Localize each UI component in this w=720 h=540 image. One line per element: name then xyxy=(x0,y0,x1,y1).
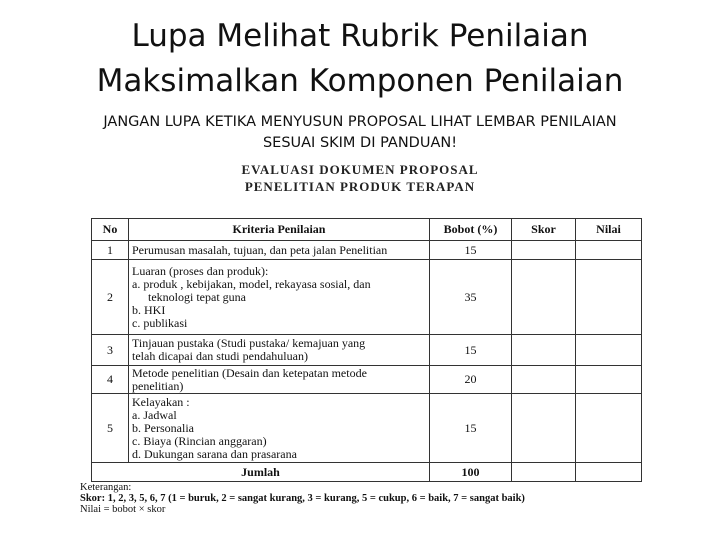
row-bobot: 15 xyxy=(430,241,512,260)
row-bobot: 35 xyxy=(430,260,512,335)
criteria-line: c. publikasi xyxy=(132,315,188,330)
slide-subtitle-line-1: JANGAN LUPA KETIKA MENYUSUN PROPOSAL LIHAT LEMBAR PENILAIAN xyxy=(103,114,617,130)
table-row xyxy=(92,241,642,260)
total-value: 100 xyxy=(430,463,512,482)
total-skor xyxy=(512,463,576,482)
criteria-line: d. Dukungan sarana dan prasarana xyxy=(132,446,297,461)
criteria-line: Luaran (proses dan produk): xyxy=(132,263,269,278)
criteria-line: Kelayakan : xyxy=(132,394,190,409)
header-bobot: Bobot (%) xyxy=(430,219,512,241)
row-bobot: 20 xyxy=(430,366,512,394)
table-header-row xyxy=(92,219,642,241)
header-no: No xyxy=(92,219,129,241)
total-nilai xyxy=(576,463,642,482)
row-bobot: 15 xyxy=(430,394,512,463)
criteria-line: Perumusan masalah, tujuan, dan peta jalan Penelitian xyxy=(132,242,388,257)
criteria-line: b. Personalia xyxy=(132,420,194,435)
row-number: 3 xyxy=(92,335,129,366)
notes-heading: Keterangan: xyxy=(80,482,132,493)
row-criteria xyxy=(129,394,430,463)
criteria-line: c. Biaya (Rincian anggaran) xyxy=(132,433,267,448)
row-skor xyxy=(512,366,576,394)
criteria-line: penelitian) xyxy=(132,378,184,393)
row-bobot: 15 xyxy=(430,335,512,366)
row-nilai xyxy=(576,260,642,335)
notes-block xyxy=(80,482,525,515)
row-nilai xyxy=(576,241,642,260)
table-row xyxy=(92,260,642,335)
criteria-line: a. Jadwal xyxy=(132,407,177,422)
row-number: 5 xyxy=(92,394,129,463)
row-skor xyxy=(512,335,576,366)
header-skor: Skor xyxy=(512,219,576,241)
row-nilai xyxy=(576,335,642,366)
table-row xyxy=(92,335,642,366)
row-skor xyxy=(512,260,576,335)
total-label: Jumlah xyxy=(92,463,430,482)
criteria-line: Tinjauan pustaka (Studi pustaka/ kemajuan yang xyxy=(132,336,366,350)
row-number: 4 xyxy=(92,366,129,394)
row-skor xyxy=(512,241,576,260)
slide-subtitle-line-2: SESUAI SKIM DI PANDUAN! xyxy=(262,135,458,151)
criteria-line: a. produk , kebijakan, model, rekayasa sosial, dan xyxy=(132,276,371,291)
header-kriteria: Kriteria Penilaian xyxy=(129,219,430,241)
row-criteria xyxy=(129,335,430,366)
row-skor xyxy=(512,394,576,463)
slide-title-line-1: Lupa Melihat Rubrik Penilaian xyxy=(131,18,589,54)
row-nilai xyxy=(576,394,642,463)
row-criteria xyxy=(129,260,430,335)
criteria-line: Metode penelitian (Desain dan ketepatan metode xyxy=(132,365,367,380)
criteria-line: teknologi tepat guna xyxy=(148,289,246,304)
table-total-row xyxy=(92,463,642,482)
criteria-line: b. HKI xyxy=(132,302,166,317)
header-nilai: Nilai xyxy=(576,219,642,241)
document-title-line-1: EVALUASI DOKUMEN PROPOSAL xyxy=(241,162,479,177)
row-criteria xyxy=(129,366,430,394)
row-nilai xyxy=(576,366,642,394)
notes-nilai: Nilai = bobot × skor xyxy=(80,504,166,515)
table-row xyxy=(92,394,642,463)
row-criteria xyxy=(129,241,430,260)
criteria-line: telah dicapai dan studi pendahuluan) xyxy=(132,349,308,363)
rubric-table xyxy=(91,218,642,482)
row-number: 2 xyxy=(92,260,129,335)
row-number: 1 xyxy=(92,241,129,260)
document-title-line-2: PENELITIAN PRODUK TERAPAN xyxy=(244,179,476,194)
notes-skor: Skor: 1, 2, 3, 5, 6, 7 (1 = buruk, 2 = sangat kurang, 3 = kurang, 5 = cukup, 6 = baik, 7 = sangat baik) xyxy=(80,493,525,504)
slide-title-line-2: Maksimalkan Komponen Penilaian xyxy=(96,63,624,99)
table-row xyxy=(92,366,642,394)
